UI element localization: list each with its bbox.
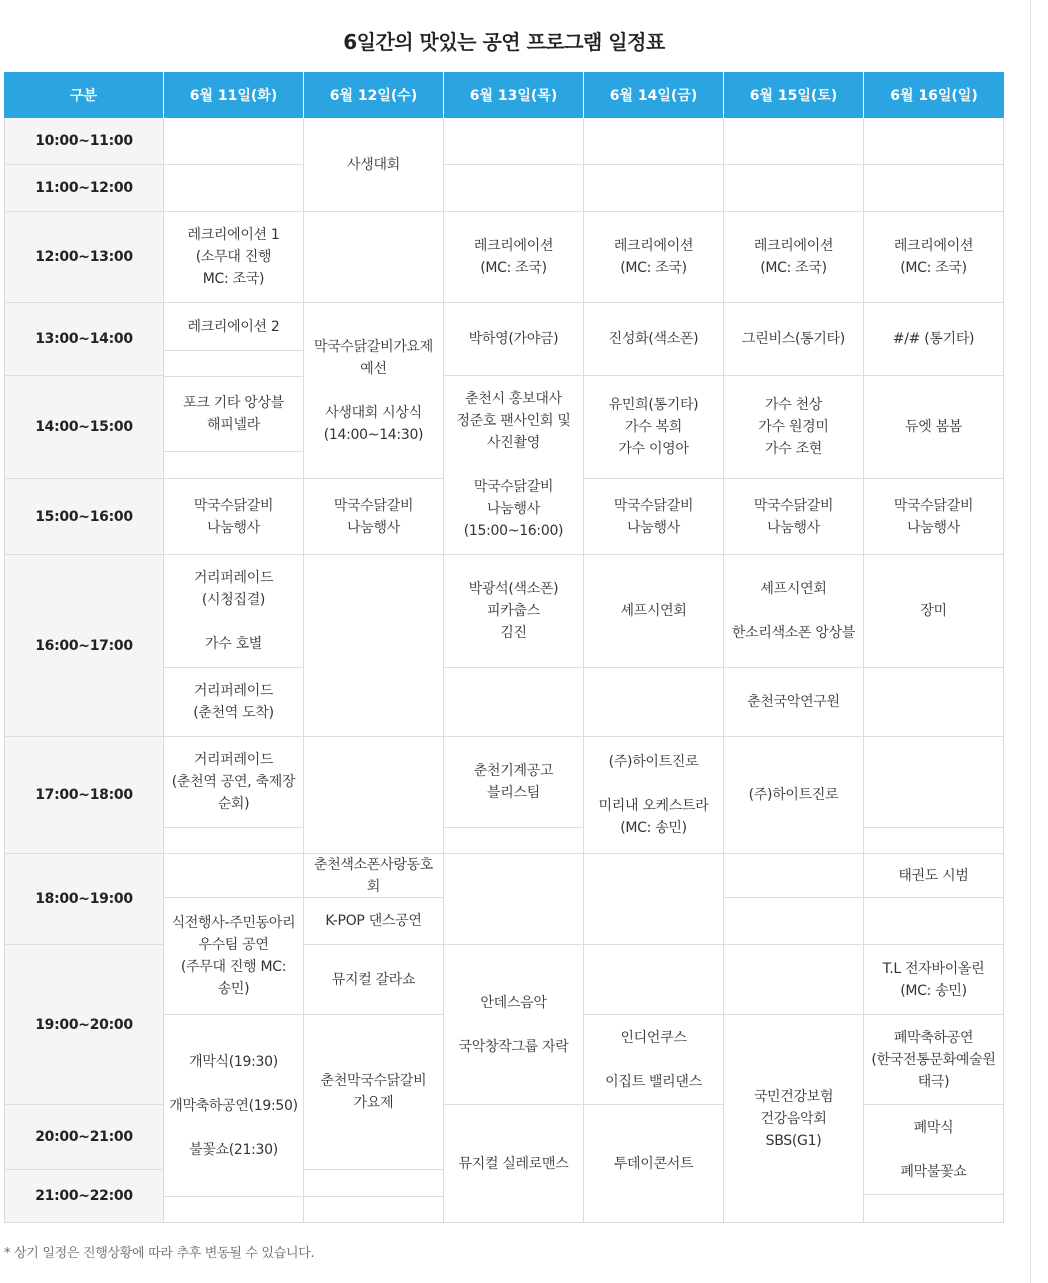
empty-cell [724,165,864,212]
empty-cell [864,668,1004,737]
event-street-parade-arrival: 거리퍼레이드 (춘천역 도착) [164,668,304,737]
event-hite: (주)하이트진로 [724,737,864,854]
event-jangmi: 장미 [864,555,1004,668]
time-slot: 14:00~15:00 [4,376,164,479]
event-saxophone: 박광석(색소폰) 피카춥스 김진 [444,555,584,668]
event-singers: 유민희(통기타) 가수 복희 가수 이영아 [584,376,724,479]
event-closing-ceremony: 폐막식 폐막불꽃쇼 [864,1105,1004,1195]
empty-cell [164,828,304,854]
event-chef-demo: 셰프시연회 [584,555,724,668]
empty-cell [444,668,584,737]
event-duet: 듀엣 봄봄 [864,376,1004,479]
empty-cell [724,945,864,1015]
event-street-parade: 거리퍼레이드 (시청집결) 가수 호별 [164,555,304,668]
event-recreation: 레크리에이션 (MC: 조국) [584,212,724,303]
time-slot: 11:00~12:00 [4,165,164,212]
header-day-15: 6월 15일(토) [724,72,864,118]
header-day-16: 6월 16일(일) [864,72,1004,118]
event-drawing-contest: 사생대회 [304,118,444,212]
event-recreation: 레크리에이션 (MC: 조국) [724,212,864,303]
event-chicken-sharing: 막국수닭갈비 나눔행사 [864,479,1004,555]
empty-cell [584,668,724,737]
empty-cell [724,118,864,165]
event-gugak-institute: 춘천국악연구원 [724,668,864,737]
empty-cell [724,898,864,945]
time-slot: 19:00~20:00 [4,945,164,1105]
empty-cell [304,1170,444,1197]
footnote: * 상기 일정은 진행상황에 따라 추후 변동될 수 있습니다. [4,1246,315,1261]
event-closing-show: 폐막축하공연 (한국전통문화예술원 태극) [864,1015,1004,1105]
event-chicken-sharing: 막국수닭갈비 나눔행사 [164,479,304,555]
event-recreation-2: 레크리에이션 2 [164,303,304,351]
event-pre-ceremony: 식전행사-주민동아리 우수팀 공연 (주무대 진행 MC: 송민) [164,898,304,1015]
page-title: 6일간의 맛있는 공연 프로그램 일정표 [343,30,665,54]
event-kpop-dance: K-POP 댄스공연 [304,898,444,945]
empty-cell [864,165,1004,212]
event-electric-violin: T.L 전자바이올린 (MC: 송민) [864,945,1004,1015]
event-recreation-1: 레크리에이션 1 (소무대 진행 MC: 조국) [164,212,304,303]
event-folk-guitar: 포크 기타 앙상블 해피넬라 [164,377,304,452]
empty-cell [164,854,304,898]
empty-cell [164,1197,304,1223]
time-slot: 16:00~17:00 [4,555,164,737]
event-school-band: 춘천기계공고 블리스팀 [444,737,584,828]
empty-cell [864,737,1004,828]
event-hite-orchestra: (주)하이트진로 미리내 오케스트라 (MC: 송민) [584,737,724,854]
empty-cell [864,828,1004,854]
empty-cell [304,555,444,737]
empty-cell [724,854,864,898]
empty-cell [584,854,724,945]
event-song-contest-final: 춘천막국수닭갈비 가요제 [304,1015,444,1170]
event-song-contest-prelim: 막국수닭갈비가요제 예선 사생대회 시상식 (14:00~14:30) [304,303,444,479]
event-recreation: 레크리에이션 (MC: 조국) [864,212,1004,303]
time-slot: 15:00~16:00 [4,479,164,555]
empty-cell [444,854,584,945]
header-day-13: 6월 13일(목) [444,72,584,118]
event-opening-ceremony: 개막식(19:30) 개막축하공연(19:50) 불꽃쇼(21:30) [164,1015,304,1197]
event-singers: 가수 천상 가수 원경미 가수 조현 [724,376,864,479]
header-day-12: 6월 12일(수) [304,72,444,118]
event-chef-demo: 셰프시연회 한소리색소폰 앙상블 [724,555,864,668]
empty-cell [444,165,584,212]
empty-cell [164,118,304,165]
event-chicken-sharing: 막국수닭갈비 나눔행사 [304,479,444,555]
event-taekwondo: 태권도 시범 [864,854,1004,898]
event-musical-gala: 뮤지컬 갈라쇼 [304,945,444,1015]
event-musical: 뮤지컬 실레로맨스 [444,1105,584,1223]
event-saxophone: 진성화(색소폰) [584,303,724,376]
empty-cell [164,165,304,212]
empty-cell [164,351,304,377]
event-chicken-sharing: 막국수닭갈비 나눔행사 [724,479,864,555]
event-acoustic-guitar: 그린비스(통기타) [724,303,864,376]
empty-cell [864,898,1004,945]
event-indian-belly-dance: 인디언쿠스 이집트 밸리댄스 [584,1015,724,1105]
event-ambassador-signing: 춘천시 홍보대사 정준호 팬사인회 및 사진촬영 막국수닭갈비 나눔행사 (15:00~16:00) [444,376,584,555]
event-street-parade-tour: 거리퍼레이드 (춘천역 공연, 축제장 순회) [164,737,304,828]
event-recreation: 레크리에이션 (MC: 조국) [444,212,584,303]
divider [1030,0,1031,1283]
event-acoustic-guitar: #/# (통기타) [864,303,1004,376]
time-slot: 18:00~19:00 [4,854,164,945]
empty-cell [304,1197,444,1223]
empty-cell [864,1195,1004,1223]
empty-cell [584,118,724,165]
empty-cell [304,212,444,303]
event-today-concert: 투데이콘서트 [584,1105,724,1223]
time-slot: 10:00~11:00 [4,118,164,165]
event-health-concert: 국민건강보험 건강음악회 SBS(G1) [724,1015,864,1223]
time-slot: 17:00~18:00 [4,737,164,854]
empty-cell [584,165,724,212]
header-category: 구분 [4,72,164,118]
header-day-11: 6월 11일(화) [164,72,304,118]
time-slot: 21:00~22:00 [4,1170,164,1223]
event-andes-music: 안데스음악 국악창작그룹 자락 [444,945,584,1105]
time-slot: 13:00~14:00 [4,303,164,376]
event-chicken-sharing: 막국수닭갈비 나눔행사 [584,479,724,555]
event-saxophone-club: 춘천색소폰사랑동호회 [304,854,444,898]
empty-cell [864,118,1004,165]
schedule-table [4,72,1004,1223]
empty-cell [304,737,444,854]
event-gayageum: 박하영(가야금) [444,303,584,376]
empty-cell [444,828,584,854]
empty-cell [444,118,584,165]
time-slot: 12:00~13:00 [4,212,164,303]
time-slot: 20:00~21:00 [4,1105,164,1170]
empty-cell [584,945,724,1015]
header-day-14: 6월 14일(금) [584,72,724,118]
empty-cell [164,452,304,479]
